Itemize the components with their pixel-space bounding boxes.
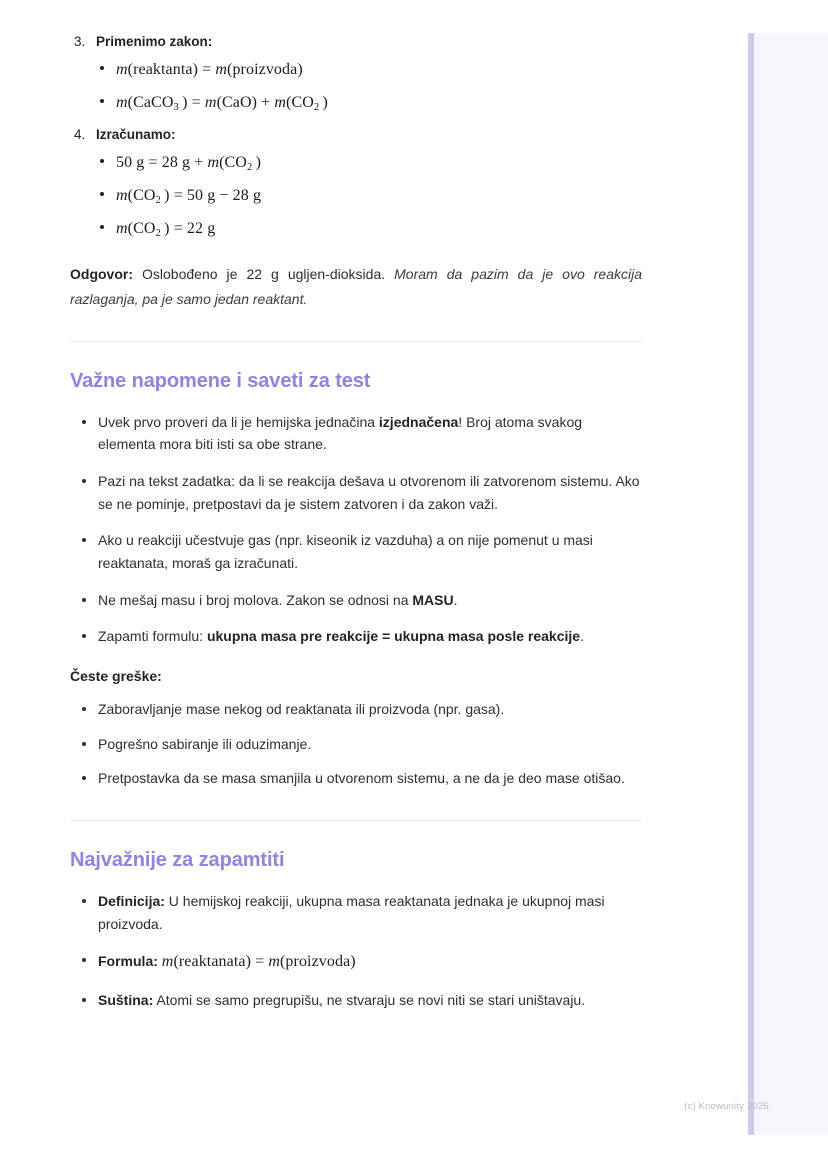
- answer-label: Odgovor:: [70, 266, 133, 283]
- calc-co2-subtraction: $m(CO_2$ ) = 50 g − 28 g: [116, 187, 262, 207]
- step-number-3: 3.: [74, 34, 86, 49]
- step-3-formula-list: [70, 58, 642, 114]
- common-mistakes-list: [70, 698, 642, 790]
- calc-co2-result: $m(CO_2$ ) = 22 g: [116, 220, 216, 240]
- tip-item-1: [98, 411, 642, 456]
- key-section-title: Najvažnije za zapamtiti: [70, 848, 285, 871]
- key-point-definicija: [98, 890, 642, 935]
- tip-4-post: .: [453, 591, 458, 608]
- answer-note: Moram da pazim da je ovo reakcija razlaganja, pa je samo jedan reaktant.: [70, 266, 642, 307]
- calc-50g-equals: 50 g = 28 $g + m(CO_2$ ): [116, 153, 262, 173]
- answer-text: Oslobođeno je 22 g ugljen-dioksida.: [142, 266, 386, 283]
- tip-5-pre: Zapamti formulu:: [98, 628, 207, 645]
- key-point-2-label: Formula:: [98, 953, 158, 970]
- step-4-calc-item-1: [116, 151, 642, 174]
- mistake-item-3: Pretpostavka da se masa smanjila u otvorenom sistemu, a ne da je deo mase otišao.: [98, 767, 642, 790]
- tips-section-title: Važne napomene i saveti za test: [70, 369, 371, 392]
- key-point-sustina: [98, 989, 642, 1012]
- step-heading-4: [70, 125, 642, 145]
- key-point-3-text: Atomi se samo pregrupišu, ne stvaraju se novi niti se stari uništavaju.: [153, 992, 586, 1009]
- mistake-item-1: Zaboravljanje mase nekog od reaktanata ili proizvoda (npr. gasa).: [98, 698, 642, 721]
- tip-3-pre: Ako u reakciji učestvuje gas (npr. kiseonik iz vazduha) a on nije pomenut u masi reaktanata, moraš ga izračunati.: [98, 532, 593, 571]
- tip-4-bold: MASU: [412, 591, 454, 608]
- step-4-calculation-list: [70, 151, 642, 241]
- key-point-formula: [98, 949, 642, 975]
- step-4-calc-item-2: [116, 184, 642, 207]
- tip-item-4: [98, 589, 642, 612]
- tip-4-pre: Ne mešaj masu i broj molova. Zakon se odnosi na: [98, 591, 413, 608]
- divider-after-tips: [70, 820, 642, 821]
- formula-caco3-cao-co2: m(CaCO$_3$ ) = $m(CaO) + m(CO_2$ ): [116, 94, 328, 114]
- tip-5-post: .: [580, 628, 584, 645]
- tip-5-bold: ukupna masa pre reakcije = ukupna masa posle reakcije: [206, 628, 581, 645]
- step-4-calc-item-3: [116, 217, 642, 240]
- key-point-1-text: U hemijskoj reakciji, ukupna masa reaktanata jednaka je ukupnoj masi proizvoda.: [98, 892, 605, 932]
- answer-paragraph: [70, 262, 642, 310]
- copyright-watermark: (c) Knowunity 2025: [684, 1101, 769, 1112]
- key-formula-math: m(reaktanata) = m(proizvoda): [161, 953, 356, 971]
- step-title-4: Izračunamo:: [96, 126, 176, 142]
- formula-mass-reactants-products: m(reaktanta) = m(proizvoda): [116, 61, 303, 79]
- common-mistakes-heading: Česte greške:: [70, 667, 162, 684]
- key-point-1-label: Definicija:: [98, 892, 165, 909]
- tip-item-3: [98, 529, 642, 574]
- step-3-formula-item-1: [116, 58, 642, 81]
- tip-item-2: [98, 470, 642, 515]
- tip-item-5: [98, 625, 642, 648]
- divider-after-answer: [70, 341, 642, 342]
- tip-1-pre: Uvek prvo proveri da li je hemijska jednačina: [98, 413, 379, 430]
- key-points-list: [70, 890, 642, 1012]
- key-point-3-label: Suština:: [98, 992, 154, 1009]
- step-3-formula-item-2: [116, 91, 642, 114]
- tip-2-pre: Pazi na tekst zadatka: da li se reakcija dešava u otvorenom ili zatvorenom sistemu. Ako se ne pominje, pretpostavi da je sistem zatvoren i da zakon važi.: [98, 472, 640, 512]
- step-title-3: Primenimo zakon:: [96, 34, 213, 49]
- tip-1-bold: izjednačena: [378, 413, 459, 430]
- tips-list: [70, 411, 642, 648]
- step-number-4: 4.: [74, 126, 86, 142]
- mistake-item-2: Pogrešno sabiranje ili oduzimanje.: [98, 733, 642, 756]
- tip-1-post: ! Broj atoma svakog elementa mora biti isti sa obe strane.: [98, 413, 583, 453]
- right-decorative-panel: [748, 33, 828, 1135]
- step-heading-3: [70, 32, 642, 52]
